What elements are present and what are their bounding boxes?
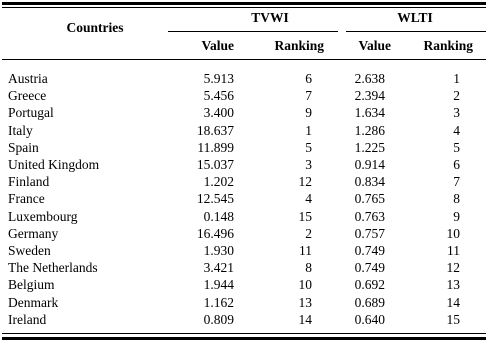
cell-wlti-ranking: 9 [453, 208, 460, 224]
cell-tvwi-value: 12.545 [196, 191, 234, 207]
cell-tvwi-value: 11.899 [197, 139, 234, 155]
cell-wlti-value: 2.394 [354, 88, 385, 104]
cell-wlti-value: 1.225 [354, 139, 385, 155]
cell-tvwi-ranking: 14 [298, 311, 312, 327]
cell-country: Sweden [8, 243, 51, 258]
wlti-group-rule [346, 31, 486, 32]
cell-wlti-value: 0.749 [354, 260, 385, 276]
cell-country: Denmark [8, 294, 59, 310]
cell-wlti-ranking: 12 [446, 260, 460, 276]
cell-wlti-ranking: 7 [453, 174, 460, 190]
cell-wlti-value: 0.692 [354, 277, 385, 293]
cell-wlti-ranking: 4 [453, 122, 460, 138]
cell-wlti-value: 0.765 [354, 191, 385, 207]
cell-country: Greece [8, 88, 47, 104]
header-wlti-ranking: Ranking [423, 38, 473, 53]
header-group-tvwi: TVWI [251, 10, 289, 25]
header-countries: Countries [66, 20, 124, 35]
cell-wlti-value: 0.763 [354, 208, 385, 224]
cell-tvwi-ranking: 7 [305, 88, 312, 104]
cell-tvwi-value: 1.930 [203, 243, 234, 258]
header-rule [2, 59, 486, 60]
cell-country: France [8, 191, 45, 207]
cell-wlti-ranking: 15 [446, 311, 460, 327]
cell-wlti-ranking: 6 [453, 157, 460, 172]
top-rule-thin [2, 7, 486, 8]
cell-wlti-value: 0.914 [354, 157, 385, 172]
top-rule-thick [2, 2, 486, 5]
cell-tvwi-value: 5.456 [203, 88, 234, 104]
cell-tvwi-value: 0.809 [203, 311, 234, 327]
cell-wlti-ranking: 1 [453, 71, 460, 86]
header-tvwi-value: Value [201, 38, 234, 53]
cell-country: Italy [8, 122, 33, 138]
cell-country: Austria [8, 71, 48, 86]
cell-tvwi-ranking: 9 [305, 105, 312, 121]
cell-tvwi-value: 0.148 [203, 208, 234, 224]
header-tvwi-ranking: Ranking [274, 38, 324, 53]
cell-country: The Netherlands [8, 260, 98, 276]
cell-wlti-ranking: 10 [446, 225, 460, 241]
cell-wlti-ranking: 2 [453, 88, 460, 104]
cell-tvwi-value: 18.637 [196, 122, 234, 138]
cell-tvwi-ranking: 8 [305, 260, 312, 276]
cell-tvwi-ranking: 15 [298, 208, 312, 224]
cell-wlti-ranking: 11 [447, 243, 460, 258]
header-group-wlti: WLTI [397, 10, 433, 25]
cell-tvwi-ranking: 12 [298, 174, 312, 190]
cell-tvwi-ranking: 10 [298, 277, 312, 293]
cell-wlti-ranking: 5 [453, 139, 460, 155]
cell-tvwi-ranking: 11 [299, 243, 312, 258]
cell-tvwi-value: 16.496 [196, 225, 234, 241]
cell-wlti-value: 1.286 [354, 122, 385, 138]
cell-wlti-value: 1.634 [354, 105, 385, 121]
cell-tvwi-value: 3.400 [203, 105, 234, 121]
bottom-rule-thick [2, 337, 486, 340]
cell-country: Ireland [8, 311, 47, 327]
bottom-rule-thin [2, 333, 486, 334]
tvwi-group-rule [168, 31, 338, 32]
cell-wlti-value: 2.638 [354, 71, 385, 86]
cell-wlti-value: 0.749 [354, 243, 385, 258]
cell-country: Finland [8, 174, 50, 190]
cell-country: Spain [8, 139, 39, 155]
cell-tvwi-value: 1.162 [203, 294, 234, 310]
cell-tvwi-value: 1.944 [203, 277, 234, 293]
cell-wlti-value: 0.640 [354, 311, 385, 327]
cell-tvwi-value: 5.913 [203, 71, 234, 86]
cell-country: Luxembourg [8, 208, 78, 224]
cell-country: United Kingdom [8, 157, 100, 172]
cell-tvwi-ranking: 3 [305, 157, 312, 172]
header-wlti-value: Value [358, 38, 391, 53]
cell-wlti-ranking: 8 [453, 191, 460, 207]
cell-wlti-ranking: 3 [453, 105, 460, 121]
cell-tvwi-ranking: 4 [305, 191, 312, 207]
cell-country: Germany [8, 225, 59, 241]
cell-country: Belgium [8, 277, 55, 293]
cell-tvwi-value: 3.421 [203, 260, 234, 276]
cell-tvwi-ranking: 1 [305, 122, 312, 138]
cell-country: Portugal [8, 105, 54, 121]
cell-tvwi-ranking: 13 [298, 294, 312, 310]
cell-wlti-value: 0.757 [354, 225, 385, 241]
cell-tvwi-value: 1.202 [203, 174, 234, 190]
cell-wlti-ranking: 13 [446, 277, 460, 293]
cell-wlti-value: 0.834 [354, 174, 385, 190]
cell-wlti-value: 0.689 [354, 294, 385, 310]
cell-tvwi-ranking: 5 [305, 139, 312, 155]
cell-tvwi-ranking: 2 [305, 225, 312, 241]
cell-wlti-ranking: 14 [446, 294, 460, 310]
cell-tvwi-value: 15.037 [196, 157, 234, 172]
cell-tvwi-ranking: 6 [305, 71, 312, 86]
